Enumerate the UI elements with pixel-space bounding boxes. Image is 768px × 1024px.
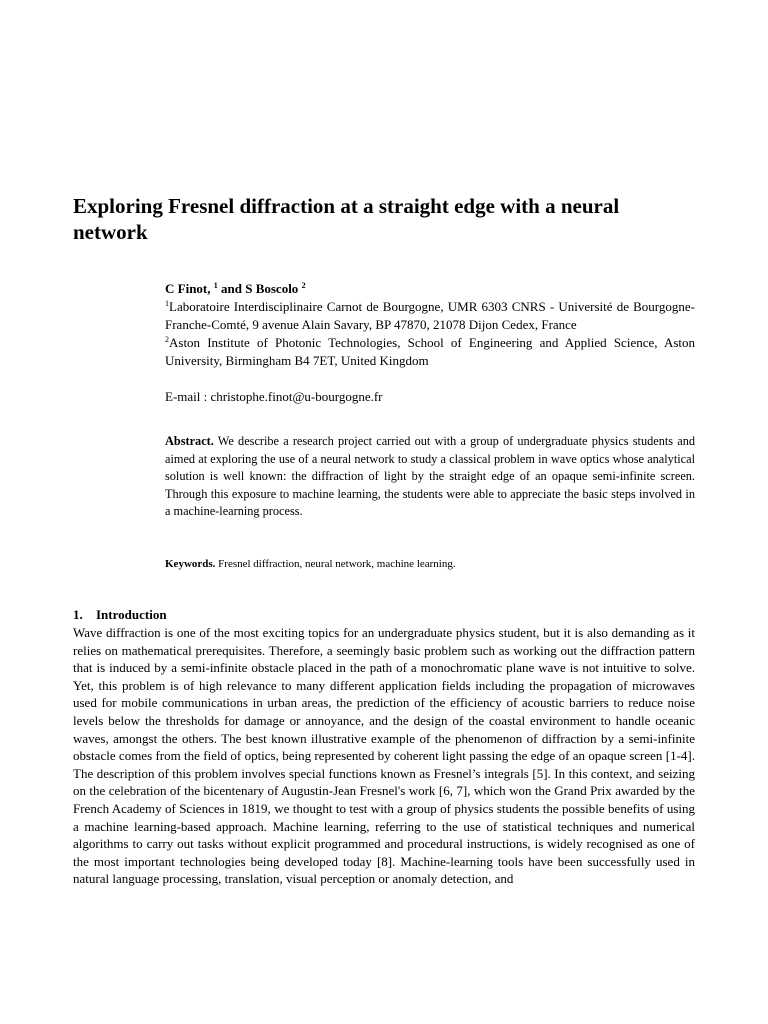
section-1-title: Introduction (96, 607, 167, 622)
abstract-text: We describe a research project carried out with a group of undergraduate physics students and aimed at exploring the use of a neural network to study a classical problem in wave optics whose analytical solution is well known: the diffraction of light by the straight edge of an opaque semi-infinite screen. Through this exposure to machine learning, the students were able to appreciate the basic steps involved in a machine-learning process. (165, 434, 695, 519)
affiliation-1-text: Laboratoire Interdisciplinaire Carnot de Bourgogne, UMR 6303 CNRS - Université de Bourgogne-Franche-Comté, 9 avenue Alain Savary, BP 47870, 21078 Dijon Cedex, France (165, 299, 695, 332)
affiliation-1 (165, 298, 695, 334)
keywords (165, 556, 695, 573)
keywords-text: Fresnel diffraction, neural network, machine learning. (215, 558, 456, 570)
section-1-body: Wave diffraction is one of the most exciting topics for an undergraduate physics student, but it is also demanding as it relies on mathematical prerequisites. Therefore, a seemingly basic problem such as working out the diffraction pattern that is induced by a semi-infinite obstacle placed in the path of a monochromatic plane wave is not intuitive to solve. Yet, this problem is of high relevance to many different application fields including the propagation of microwaves used for mobile communications in urban areas, the prediction of the efficiency of acoustic barriers to reduce noise levels below the thresholds for damage or annoyance, and the design of the coastal environment to handle oceanic waves, amongst the others. The best known illustrative example of the phenomenon of diffraction by a semi-infinite obstacle comes from the field of optics, being represented by coherent light passing the edge of an opaque screen [1-4]. The description of this problem involves special functions known as Fresnel’s integrals [5]. In this context, and seizing on the celebration of the bicentenary of Augustin-Jean Fresnel's work [6, 7], which won the Grand Prix awarded by the French Academy of Sciences in 1819, we thought to test with a group of physics students the possible benefits of using a machine learning-based approach. Machine learning, referring to the use of statistical techniques and numerical algorithms to carry out tasks without explicit programmed and procedural instructions, is widely recognised as one of the most important technologies being developed today [8]. Machine-learning tools have been successfully used in natural language processing, translation, visual perception or anomaly detection, and (73, 625, 695, 887)
section-1-number: 1. (73, 607, 83, 622)
section-1-heading (73, 606, 167, 624)
email-line: E-mail : christophe.finot@u-bourgogne.fr (165, 389, 383, 404)
abstract (165, 433, 695, 521)
author-1-name: C Finot, (165, 281, 214, 296)
paper-title: Exploring Fresnel diffraction at a straight edge with a neural network (73, 194, 620, 244)
author-1-sup: 1 (213, 281, 218, 290)
author-line (165, 280, 695, 298)
affiliation-2-sup: 2 (165, 335, 169, 344)
abstract-label: Abstract. (165, 434, 214, 448)
keywords-label: Keywords. (165, 558, 216, 570)
author-joiner: and S Boscolo (217, 281, 302, 296)
author-block (165, 280, 695, 406)
affiliation-1-sup: 1 (165, 299, 169, 308)
author-2-sup: 2 (301, 281, 306, 290)
affiliation-2 (165, 334, 695, 370)
affiliation-2-text: Aston Institute of Photonic Technologies, School of Engineering and Applied Science, Aston University, Birmingham B4 7ET, United Kingdom (165, 335, 695, 368)
